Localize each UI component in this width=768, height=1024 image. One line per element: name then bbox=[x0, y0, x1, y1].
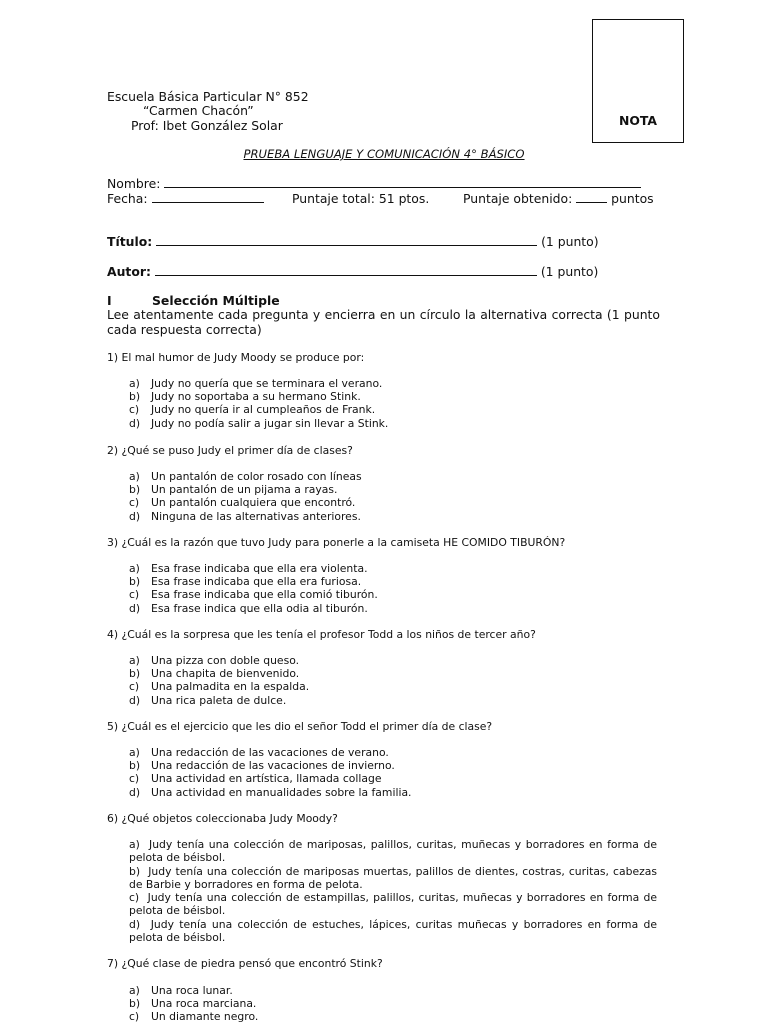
option[interactable] bbox=[129, 562, 378, 575]
option-text: Una roca lunar. bbox=[151, 984, 233, 997]
option-text: Judy no podía salir a jugar sin llevar a Stink. bbox=[151, 416, 389, 430]
option-letter: a) bbox=[129, 562, 140, 575]
option-letter: a) bbox=[129, 654, 140, 667]
title-points: (1 punto) bbox=[541, 234, 599, 249]
title-label: Título: bbox=[107, 234, 153, 249]
option-text: Una redacción de las vacaciones de verano. bbox=[151, 746, 389, 759]
option[interactable] bbox=[129, 680, 309, 693]
option-text: Una redacción de las vacaciones de invierno. bbox=[151, 759, 395, 773]
option-letter: c) bbox=[129, 891, 140, 905]
option-letter: b) bbox=[129, 667, 141, 681]
option[interactable] bbox=[129, 588, 378, 601]
option[interactable] bbox=[129, 390, 388, 403]
option[interactable] bbox=[129, 496, 362, 509]
option-letter: a) bbox=[129, 470, 140, 483]
option-letter: b) bbox=[129, 483, 141, 497]
options-7 bbox=[129, 984, 258, 1024]
author-label: Autor: bbox=[107, 264, 151, 279]
option-letter: b) bbox=[129, 759, 141, 773]
option-letter: b) bbox=[129, 864, 141, 878]
option-text: Judy no quería que se terminara el verano. bbox=[151, 377, 383, 390]
teacher-name: Prof: Ibet González Solar bbox=[131, 118, 283, 133]
option-text: Esa frase indicaba que ella era furiosa. bbox=[151, 575, 362, 589]
obtained-score-row bbox=[463, 191, 654, 206]
option[interactable] bbox=[129, 403, 388, 416]
date-label: Fecha: bbox=[107, 191, 148, 206]
school-name: Escuela Básica Particular N° 852 bbox=[107, 89, 309, 104]
option-text: Una actividad en artística, llamada collage bbox=[151, 772, 382, 786]
option-text: Judy tenía una colección de mariposas, palillos, curitas, muñecas y borradores en forma de pelota de béisbol. bbox=[129, 838, 657, 865]
option-text: Un diamante negro. bbox=[151, 1010, 259, 1024]
author-blank[interactable] bbox=[155, 264, 537, 276]
option-letter: b) bbox=[129, 997, 141, 1011]
option-letter: d) bbox=[129, 693, 141, 707]
title-blank[interactable] bbox=[156, 234, 537, 246]
option-letter: a) bbox=[129, 984, 140, 997]
option[interactable] bbox=[129, 470, 362, 483]
option-letter: b) bbox=[129, 390, 141, 404]
option[interactable] bbox=[129, 483, 362, 496]
question-5: 5) ¿Cuál es el ejercicio que les dio el señor Todd el primer día de clase? bbox=[107, 720, 493, 733]
options-3 bbox=[129, 562, 378, 615]
option[interactable] bbox=[129, 667, 309, 680]
author-row bbox=[107, 264, 598, 279]
option-text: Un pantalón de color rosado con líneas bbox=[151, 470, 362, 483]
question-4: 4) ¿Cuál es la sorpresa que les tenía el profesor Todd a los niños de tercer año? bbox=[107, 628, 536, 641]
option-text: Judy no soportaba a su hermano Stink. bbox=[151, 390, 361, 404]
question-6: 6) ¿Qué objetos coleccionaba Judy Moody? bbox=[107, 812, 338, 825]
option[interactable] bbox=[129, 377, 388, 390]
option-letter: a) bbox=[129, 377, 140, 390]
option[interactable] bbox=[129, 997, 258, 1010]
option-letter: a) bbox=[129, 838, 140, 851]
option-text: Una actividad en manualidades sobre la familia. bbox=[151, 785, 412, 799]
option-letter: c) bbox=[129, 588, 140, 602]
option-letter: d) bbox=[129, 601, 141, 615]
school-subname: “Carmen Chacón” bbox=[143, 103, 254, 118]
option[interactable] bbox=[129, 575, 378, 588]
option-letter: d) bbox=[129, 917, 141, 931]
option[interactable] bbox=[129, 786, 412, 799]
option-letter: c) bbox=[129, 680, 140, 694]
question-1: 1) El mal humor de Judy Moody se produce por: bbox=[107, 351, 365, 364]
option-text: Judy tenía una colección de estuches, lápices, curitas muñecas y borradores en forma de pelota de béisbol. bbox=[129, 917, 657, 945]
options-4 bbox=[129, 654, 309, 707]
option[interactable] bbox=[129, 694, 309, 707]
grade-label: NOTA bbox=[619, 113, 657, 128]
question-2: 2) ¿Qué se puso Judy el primer día de clases? bbox=[107, 444, 353, 457]
option-text: Una chapita de bienvenido. bbox=[151, 667, 300, 681]
option[interactable] bbox=[129, 838, 657, 865]
option[interactable] bbox=[129, 746, 412, 759]
option-text: Una pizza con doble queso. bbox=[151, 654, 300, 667]
date-blank[interactable] bbox=[152, 191, 264, 203]
grade-box bbox=[592, 19, 684, 143]
options-6 bbox=[129, 838, 657, 944]
option-letter: d) bbox=[129, 785, 141, 799]
option-text: Ninguna de las alternativas anteriores. bbox=[151, 509, 361, 523]
option-letter: d) bbox=[129, 509, 141, 523]
obtained-score-suffix: puntos bbox=[611, 191, 654, 206]
name-blank[interactable] bbox=[164, 176, 641, 188]
obtained-score-blank[interactable] bbox=[576, 191, 607, 203]
options-5 bbox=[129, 746, 412, 799]
name-label: Nombre: bbox=[107, 176, 161, 191]
name-row bbox=[107, 176, 641, 191]
instructions: Lee atentamente cada pregunta y encierra en un círculo la alternativa correcta (1 punto cada respuesta correcta) bbox=[107, 307, 660, 337]
option[interactable] bbox=[129, 984, 258, 997]
option-text: Una roca marciana. bbox=[151, 997, 257, 1011]
section-number: I bbox=[107, 293, 112, 308]
option[interactable] bbox=[129, 417, 388, 430]
option-letter: b) bbox=[129, 575, 141, 589]
option[interactable] bbox=[129, 918, 657, 945]
option[interactable] bbox=[129, 1010, 258, 1023]
option[interactable] bbox=[129, 865, 657, 892]
option-text: Una palmadita en la espalda. bbox=[151, 680, 310, 694]
obtained-score-label: Puntaje obtenido: bbox=[463, 191, 573, 206]
option-text: Esa frase indicaba que ella era violenta. bbox=[151, 562, 368, 575]
options-1 bbox=[129, 377, 388, 430]
question-7: 7) ¿Qué clase de piedra pensó que encontró Stink? bbox=[107, 957, 383, 970]
option-text: Un pantalón de un pijama a rayas. bbox=[151, 483, 338, 497]
question-3: 3) ¿Cuál es la razón que tuvo Judy para ponerle a la camiseta HE COMIDO TIBURÓN? bbox=[107, 536, 566, 549]
option-text: Una rica paleta de dulce. bbox=[151, 693, 287, 707]
option-letter: c) bbox=[129, 403, 140, 417]
option-letter: c) bbox=[129, 1010, 140, 1024]
option-text: Esa frase indicaba que ella comió tiburón. bbox=[151, 588, 378, 602]
option-text: Judy tenía una colección de estampillas, palillos, curitas, muñecas y borradores en forma de pelota de béisbol. bbox=[129, 891, 657, 918]
total-score: Puntaje total: 51 ptos. bbox=[292, 191, 430, 206]
option[interactable] bbox=[129, 510, 362, 523]
options-2 bbox=[129, 470, 362, 523]
option-letter: a) bbox=[129, 746, 140, 759]
section-title: Selección Múltiple bbox=[152, 293, 280, 308]
option-letter: d) bbox=[129, 416, 141, 430]
author-points: (1 punto) bbox=[540, 264, 599, 279]
title-row bbox=[107, 234, 599, 249]
option-text: Un pantalón cualquiera que encontró. bbox=[151, 496, 356, 510]
test-title: PRUEBA LENGUAJE Y COMUNICACIÓN 4° BÁSICO bbox=[243, 147, 525, 161]
option-text: Esa frase indica que ella odia al tiburón. bbox=[151, 601, 368, 615]
option-letter: c) bbox=[129, 496, 140, 510]
option[interactable] bbox=[129, 891, 657, 918]
option[interactable] bbox=[129, 759, 412, 772]
option[interactable] bbox=[129, 602, 378, 615]
option-text: Judy tenía una colección de mariposas muertas, palillos de dientes, costras, curitas, cabezas de Barbie y borradores en forma de pelota. bbox=[129, 864, 657, 891]
option-text: Judy no quería ir al cumpleaños de Frank. bbox=[151, 403, 376, 417]
option[interactable] bbox=[129, 772, 412, 785]
option[interactable] bbox=[129, 654, 309, 667]
option-letter: c) bbox=[129, 772, 140, 786]
